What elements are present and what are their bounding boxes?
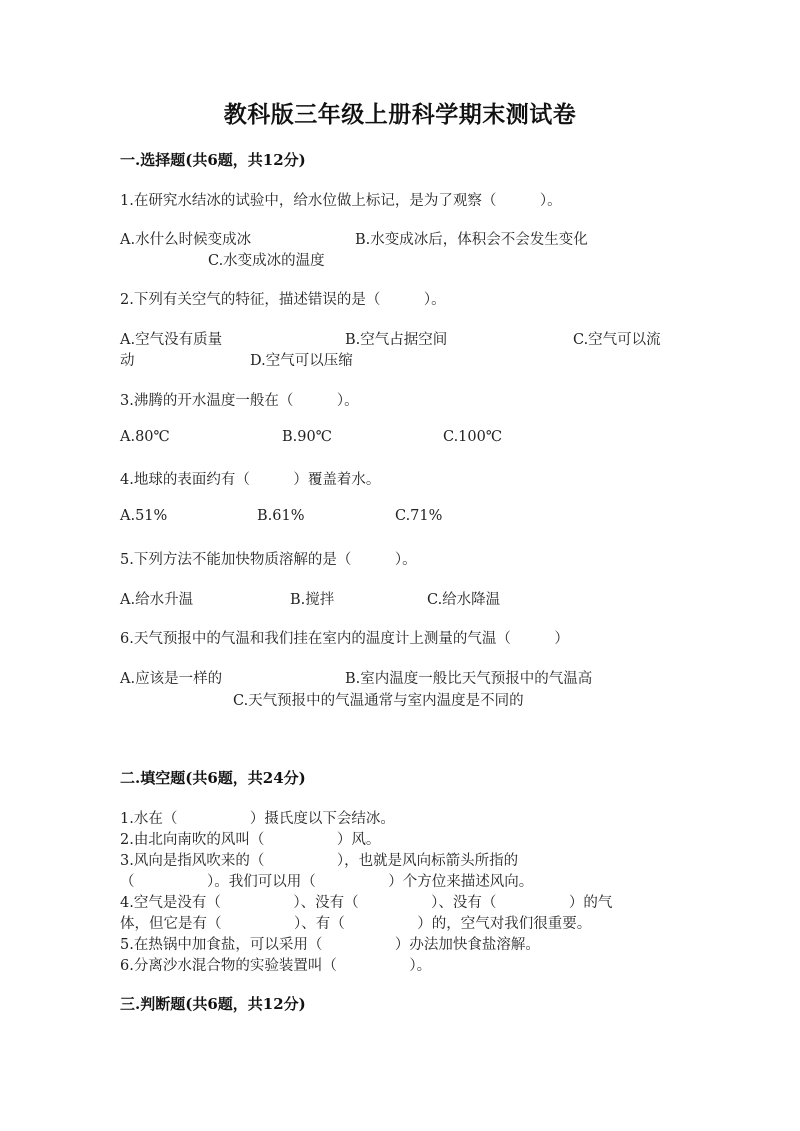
- fill-line-4: 4.空气是没有（ ）、没有（ ）、没有（ ）的气: [120, 895, 613, 911]
- question-3-option-c: C.100℃: [443, 429, 503, 445]
- question-5-stem: 5.下列方法不能加快物质溶解的是（ ）。: [120, 552, 417, 568]
- question-3-option-b: B.90℃: [282, 429, 332, 445]
- fill-line-5: 5.在热锅中加食盐，可以采用（ ）办法加快食盐溶解。: [120, 937, 540, 953]
- question-5-option-b: B.搅拌: [290, 592, 335, 608]
- fill-line-3: 3.风向是指风吹来的（ ），也就是风向标箭头所指的: [120, 853, 519, 869]
- section-heading-fill: 二.填空题(共6题，共24分): [120, 769, 306, 787]
- question-6-stem: 6.天气预报中的气温和我们挂在室内的温度计上测量的气温（ ）: [120, 631, 569, 647]
- question-4-option-b: B.61%: [257, 508, 305, 524]
- question-1-option-a: A.水什么时候变成冰: [120, 232, 252, 248]
- question-2-option-c-wrap: 动: [120, 353, 135, 369]
- question-4-stem: 4.地球的表面约有（ ）覆盖着水。: [120, 472, 381, 488]
- question-2-option-a: A.空气没有质量: [120, 332, 223, 348]
- question-1-stem: 1.在研究水结冰的试验中，给水位做上标记，是为了观察（ ）。: [120, 193, 562, 209]
- fill-line-1: 1.水在（ ）摄氏度以下会结冰。: [120, 811, 395, 827]
- fill-line-6: 6.分离沙水混合物的实验装置叫（ ）。: [120, 958, 432, 974]
- question-2-option-c: C.空气可以流: [573, 332, 661, 348]
- question-2-option-d: D.空气可以压缩: [250, 353, 353, 369]
- page-title: 教科版三年级上册科学期末测试卷: [223, 101, 577, 128]
- section-heading-choice: 一.选择题(共6题，共12分): [120, 151, 306, 169]
- question-6-option-c: C.天气预报中的气温通常与室内温度是不同的: [233, 693, 524, 709]
- question-1-option-b: B.水变成冰后，体积会不会发生变化: [355, 232, 588, 248]
- question-3-option-a: A.80℃: [120, 429, 170, 445]
- question-5-option-c: C.给水降温: [427, 592, 501, 608]
- question-5-option-a: A.给水升温: [120, 592, 194, 608]
- question-4-option-a: A.51%: [120, 508, 168, 524]
- question-1-option-c: C.水变成冰的温度: [208, 253, 325, 269]
- question-6-option-a: A.应该是一样的: [120, 671, 223, 687]
- fill-line-2: 2.由北向南吹的风叫（ ）风。: [120, 832, 381, 848]
- question-2-stem: 2.下列有关空气的特征，描述错误的是（ ）。: [120, 292, 446, 308]
- question-4-option-c: C.71%: [395, 508, 443, 524]
- fill-line-3-cont: （ ）。我们可以用（ ）个方位来描述风向。: [120, 874, 534, 890]
- fill-line-4-cont: 体，但它是有（ ）、有（ ）的，空气对我们很重要。: [120, 916, 592, 932]
- question-3-stem: 3.沸腾的开水温度一般在（ ）。: [120, 393, 359, 409]
- section-heading-judge: 三.判断题(共6题，共12分): [120, 995, 306, 1013]
- question-2-option-b: B.空气占据空间: [345, 332, 448, 348]
- question-6-option-b: B.室内温度一般比天气预报中的气温高: [345, 671, 593, 687]
